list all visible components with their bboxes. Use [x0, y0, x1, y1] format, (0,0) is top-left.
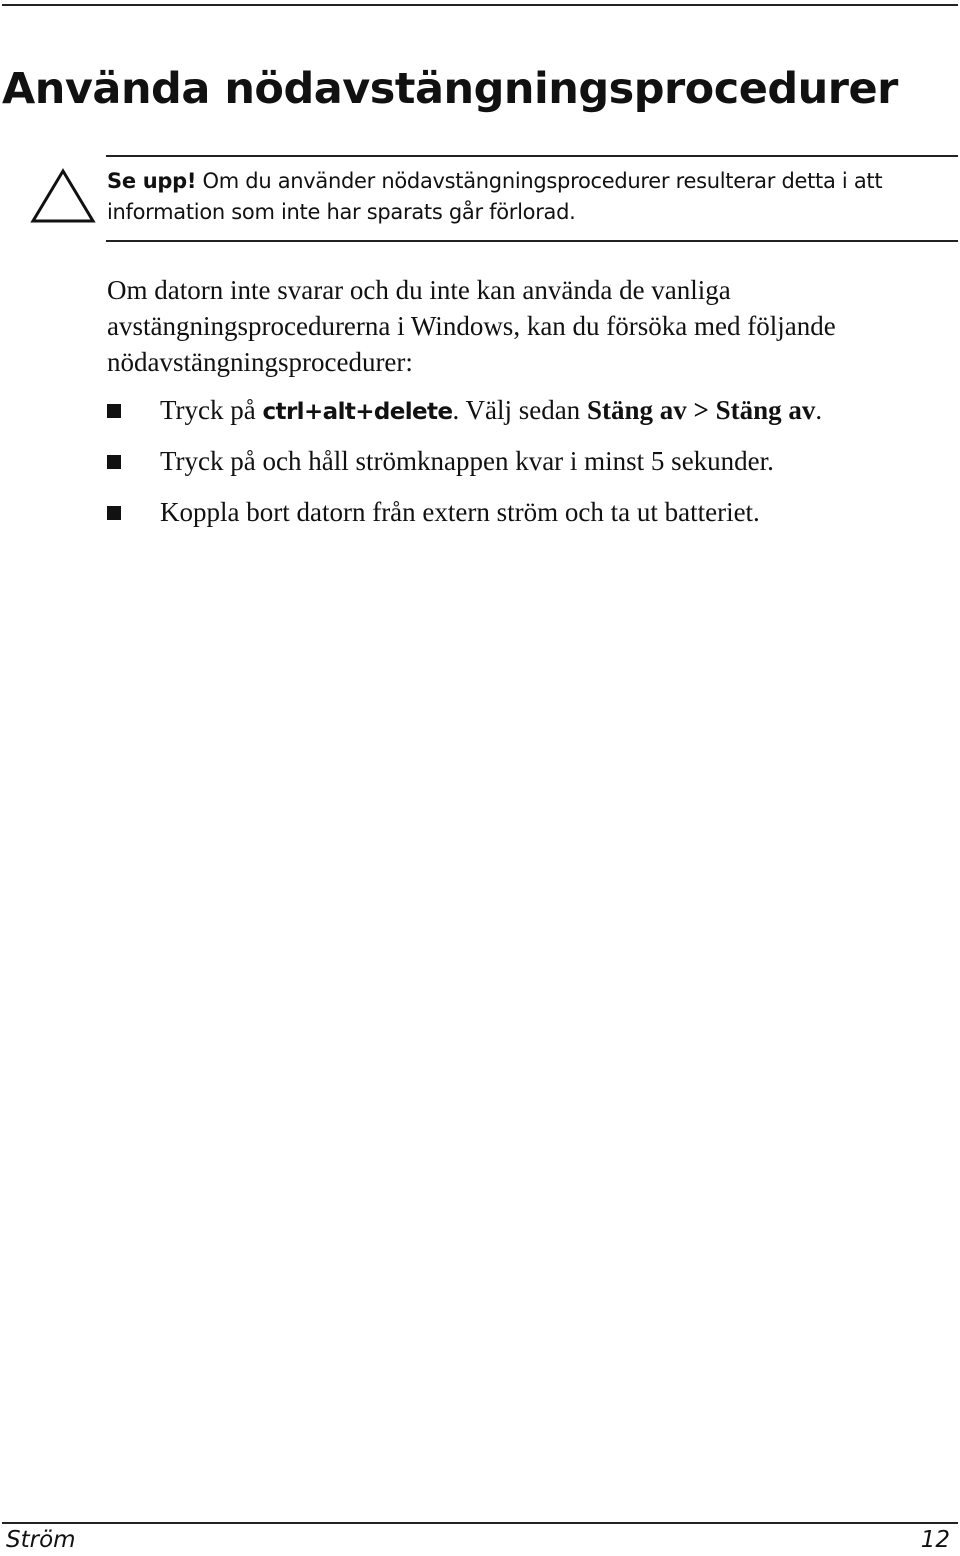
header-rule [2, 4, 958, 6]
item1-prefix: Tryck på [160, 395, 263, 425]
list-item [107, 443, 957, 494]
footer-section: Ström [6, 1527, 76, 1553]
page-title: Använda nödavstängningsprocedurer [2, 64, 898, 114]
intro-paragraph: Om datorn inte svarar och du inte kan använda de vanliga avstängningsprocedurerna i Windows, kan du försöka med följande nödavstängningsprocedurer: [107, 275, 836, 377]
item1-suffix: . [815, 395, 823, 425]
menu-separator: > [686, 395, 716, 425]
caution-top-rule [106, 155, 958, 157]
square-bullet-icon [107, 455, 121, 469]
footer-page-number: 12 [920, 1527, 950, 1553]
caution-message: Om du använder nödavstängningsprocedurer resulterar detta i att information som inte har sparats går förlorad. [107, 169, 883, 224]
caution-label: Se upp! [107, 169, 197, 193]
item2-text: Tryck på och håll strömknappen kvar i minst 5 sekunder. [160, 446, 774, 476]
item1-middle: . Välj sedan [452, 395, 587, 425]
warning-triangle-icon [30, 168, 96, 224]
procedure-list [107, 392, 957, 545]
list-item [107, 494, 957, 545]
list-item [107, 392, 957, 443]
square-bullet-icon [107, 506, 121, 520]
item3-text: Koppla bort datorn från extern ström och ta ut batteriet. [160, 497, 760, 527]
key-combination: ctrl+alt+delete [262, 399, 453, 425]
caution-note [107, 166, 947, 228]
menu-item-1: Stäng av [586, 395, 687, 425]
footer-rule [2, 1522, 958, 1524]
menu-item-2: Stäng av [715, 395, 816, 425]
square-bullet-icon [107, 404, 121, 418]
caution-bottom-rule [106, 240, 958, 242]
